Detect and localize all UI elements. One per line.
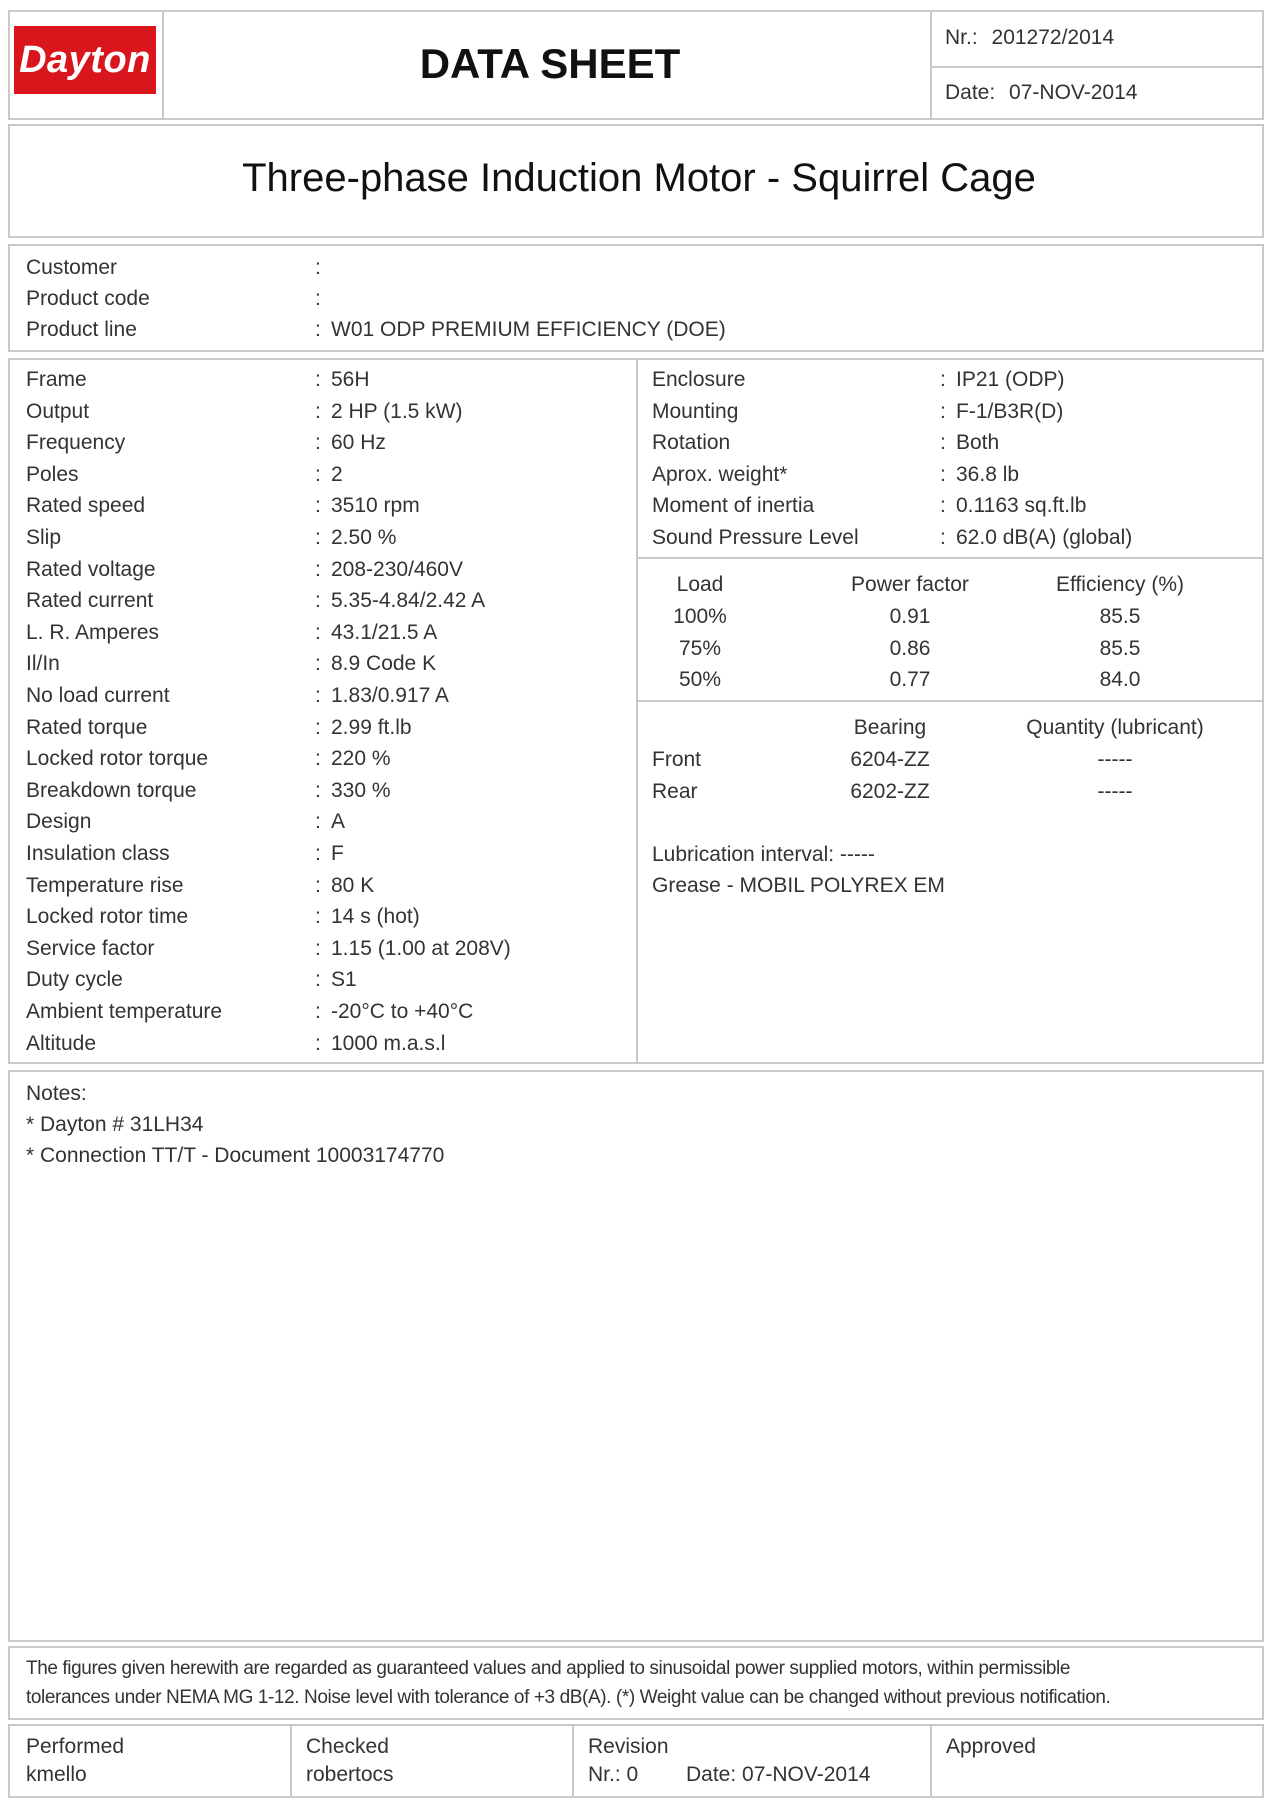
date-label: Date: — [945, 81, 996, 104]
spec-value: F — [331, 842, 344, 865]
note-line: * Dayton # 31LH34 — [26, 1113, 204, 1136]
customer-label: Customer — [26, 256, 118, 279]
bearing-quantity: ----- — [1097, 779, 1133, 803]
spec-label: Insulation class — [26, 842, 170, 865]
spec-value: 8.9 Code K — [331, 652, 437, 676]
spec-label: Design — [26, 810, 92, 834]
document-subtitle: Three-phase Induction Motor - Squirrel Cage — [242, 156, 1036, 200]
spec-value: 2.99 ft.lb — [331, 715, 412, 739]
bearing-position: Front — [652, 748, 702, 771]
bearing-position: Rear — [652, 779, 698, 803]
spec-value: 2 — [331, 462, 343, 486]
page-title: DATA SHEET — [419, 40, 681, 87]
load-table-cell: 85.5 — [1099, 605, 1141, 628]
spec-label: Duty cycle — [26, 968, 123, 992]
disclaimer-line: tolerances under NEMA MG 1-12. Noise level with tolerance of +3 dB(A). (*) Weight value can be changed without previous notification. — [26, 1687, 1111, 1708]
load-table-cell: 75% — [678, 636, 722, 660]
spec-label: Slip — [26, 526, 62, 549]
load-header: Load — [676, 573, 724, 596]
notes-title: Notes: — [26, 1082, 87, 1105]
revision-label: Revision — [588, 1735, 669, 1758]
load-table-cell: 0.91 — [889, 605, 931, 628]
load-table-cell: 100% — [673, 605, 727, 628]
spec-value: 0.1163 sq.ft.lb — [956, 494, 1087, 518]
quantity-header: Quantity (lubricant) — [1026, 716, 1204, 739]
spec-value: 5.35-4.84/2.42 A — [331, 589, 486, 613]
spec-label: Locked rotor time — [26, 905, 189, 929]
spec-label: Frequency — [26, 431, 126, 455]
spec-value: 56H — [331, 368, 370, 391]
efficiency-header: Efficiency (%) — [1056, 573, 1184, 596]
spec-label: Enclosure — [652, 368, 746, 391]
spec-value: 62.0 dB(A) (global) — [956, 526, 1133, 549]
load-table-cell: 0.86 — [889, 636, 931, 660]
spec-label: Rotation — [652, 431, 731, 455]
spec-value: 3510 rpm — [331, 494, 420, 518]
spec-value: 80 K — [331, 873, 375, 897]
spec-value: 220 % — [331, 747, 391, 771]
spec-value: 208-230/460V — [331, 557, 463, 581]
spec-label: Rated current — [26, 589, 154, 613]
revision-date: Date: 07-NOV-2014 — [686, 1763, 871, 1786]
spec-value: 1.83/0.917 A — [331, 684, 449, 707]
bearing-header: Bearing — [853, 716, 927, 739]
document-date — [945, 81, 1137, 105]
spec-label: Moment of inertia — [652, 494, 815, 518]
spec-label: Ambient temperature — [26, 1000, 223, 1023]
revision-number: Nr.: 0 — [588, 1763, 639, 1786]
load-table-cell: 0.77 — [889, 668, 931, 692]
spec-value: -20°C to +40°C — [331, 1000, 474, 1023]
load-table-cell: 85.5 — [1099, 636, 1141, 660]
grease-type: Grease - MOBIL POLYREX EM — [652, 874, 945, 897]
power-factor-header: Power factor — [851, 573, 969, 596]
nr-value: 201272/2014 — [991, 26, 1115, 49]
spec-value: 2.50 % — [331, 526, 397, 549]
spec-label: Il/In — [26, 652, 60, 676]
spec-value: 330 % — [331, 778, 391, 802]
document-number — [945, 26, 1114, 50]
spec-label: Rated voltage — [26, 557, 156, 581]
spec-label: Service factor — [26, 936, 155, 960]
bearing-quantity: ----- — [1097, 748, 1133, 771]
spec-value: A — [331, 810, 346, 834]
spec-label: Sound Pressure Level — [652, 526, 859, 549]
disclaimer-line: The figures given herewith are regarded as guaranteed values and applied to sinusoidal power supplied motors, within permissible — [26, 1658, 1071, 1679]
performed-value: kmello — [26, 1763, 87, 1786]
spec-label: Frame — [26, 368, 87, 391]
lubrication-interval: Lubrication interval: ----- — [652, 843, 875, 866]
product-line-label: Product line — [26, 318, 137, 341]
note-line: * Connection TT/T - Document 10003174770 — [26, 1144, 445, 1167]
spec-label: Rated speed — [26, 494, 146, 518]
spec-value: S1 — [331, 968, 357, 992]
spec-value: 1000 m.a.s.l — [331, 1031, 446, 1055]
bearing-model: 6204-ZZ — [850, 748, 930, 771]
spec-label: Poles — [26, 462, 79, 486]
dayton-logo: Dayton — [14, 26, 156, 94]
spec-label: Altitude — [26, 1031, 97, 1055]
spec-value: 36.8 lb — [956, 462, 1020, 486]
performed-label: Performed — [26, 1735, 125, 1758]
spec-label: Aprox. weight* — [652, 462, 788, 486]
bearing-model: 6202-ZZ — [850, 779, 930, 803]
product-code-label: Product code — [26, 287, 150, 310]
spec-label: L. R. Amperes — [26, 620, 160, 644]
spec-label: Locked rotor torque — [26, 747, 209, 771]
spec-value: Both — [956, 431, 1000, 455]
spec-label: Mounting — [652, 399, 739, 423]
approved-label: Approved — [946, 1735, 1036, 1758]
checked-value: robertocs — [306, 1763, 394, 1786]
nr-label: Nr.: — [945, 26, 978, 49]
product-line-value: W01 ODP PREMIUM EFFICIENCY (DOE) — [331, 318, 726, 341]
spec-label: Breakdown torque — [26, 778, 197, 802]
date-value: 07-NOV-2014 — [1009, 81, 1138, 104]
spec-value: 60 Hz — [331, 431, 386, 455]
spec-value: IP21 (ODP) — [956, 368, 1065, 391]
spec-label: Output — [26, 399, 90, 423]
spec-label: Temperature rise — [26, 873, 184, 897]
spec-value: F-1/B3R(D) — [956, 399, 1064, 423]
spec-label: Rated torque — [26, 715, 148, 739]
spec-value: 1.15 (1.00 at 208V) — [331, 936, 511, 960]
spec-value: 2 HP (1.5 kW) — [331, 399, 463, 423]
load-table-cell: 50% — [678, 668, 722, 692]
spec-label: No load current — [26, 684, 170, 707]
checked-label: Checked — [306, 1735, 389, 1758]
load-table-cell: 84.0 — [1099, 668, 1141, 692]
spec-value: 43.1/21.5 A — [331, 620, 438, 644]
spec-value: 14 s (hot) — [331, 905, 420, 929]
